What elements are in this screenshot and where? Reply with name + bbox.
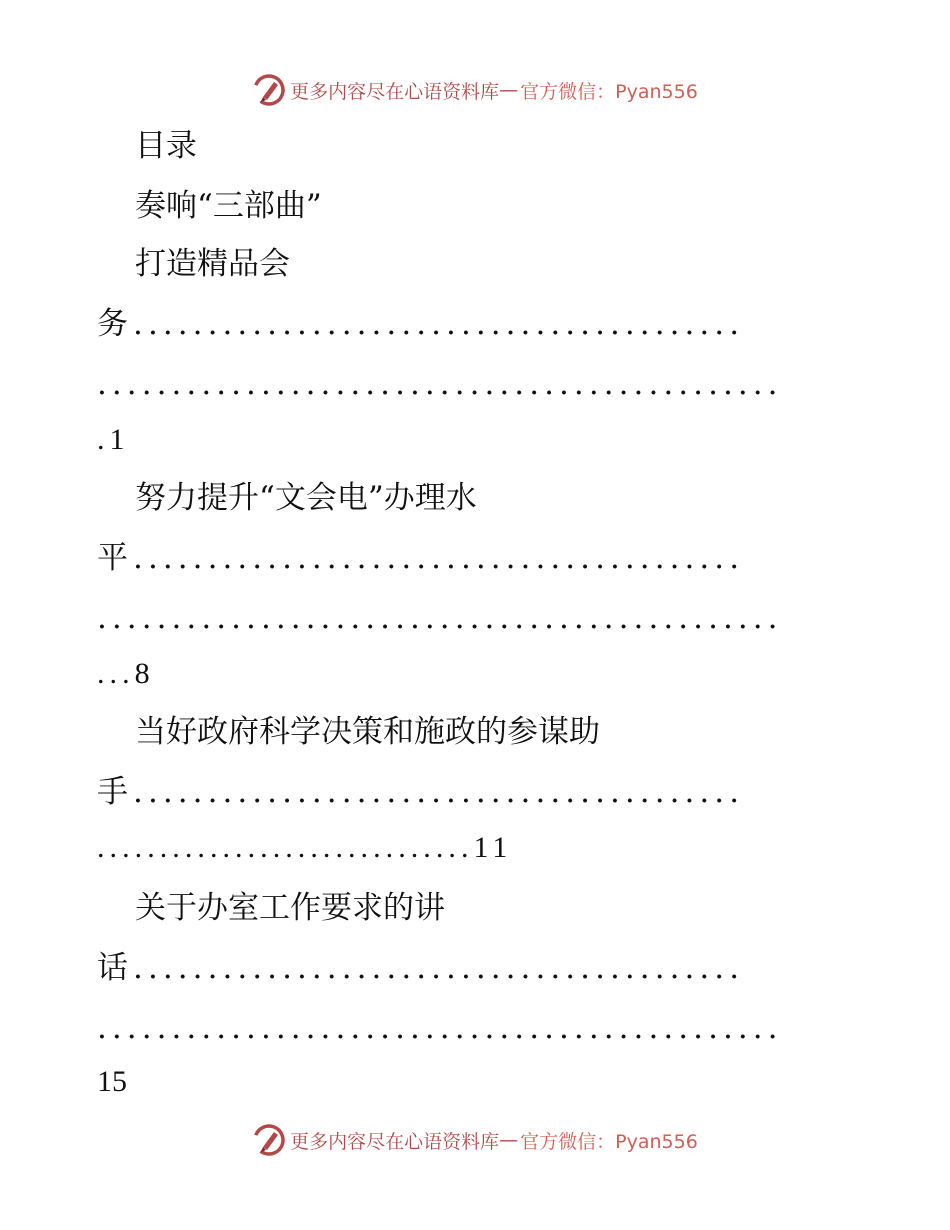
toc-entry-3-page: ..............................11 bbox=[97, 831, 513, 864]
brand-logo-icon bbox=[252, 1123, 286, 1157]
toc-title: 目录 bbox=[135, 128, 197, 164]
toc-entry-4-page: 15 bbox=[97, 1065, 127, 1098]
toc-entry-2-leader-cont: .............................................. bbox=[97, 600, 783, 636]
toc-entry-3-title: 当好政府科学决策和施政的参谋助 bbox=[135, 714, 600, 750]
toc-entry-2-leader: 平......................................... bbox=[97, 540, 745, 576]
toc-entry-3-leader: 手......................................... bbox=[97, 774, 745, 810]
brand-logo-icon bbox=[252, 73, 286, 107]
footer-watermark bbox=[0, 1122, 950, 1158]
watermark-separator: — bbox=[499, 1129, 519, 1151]
toc-entry-1-leader: 务......................................... bbox=[97, 306, 745, 342]
watermark-separator: — bbox=[499, 79, 519, 101]
watermark-brand: 更多内容尽在心语资料库 bbox=[290, 80, 500, 103]
watermark-wechat: 官方微信：Pyan556 bbox=[520, 1130, 698, 1153]
toc-entry-2-title: 努力提升“文会电”办理水 bbox=[135, 480, 477, 516]
watermark-wechat: 官方微信：Pyan556 bbox=[520, 80, 698, 103]
header-watermark bbox=[0, 72, 950, 108]
toc-entry-1-page: .1 bbox=[97, 423, 130, 456]
toc-entry-4-leader-cont: .............................................. bbox=[97, 1010, 783, 1046]
toc-entry-1-title: 打造精品会 bbox=[135, 246, 290, 282]
watermark-brand: 更多内容尽在心语资料库 bbox=[290, 1130, 500, 1153]
toc-entry-2-page: ...8 bbox=[97, 657, 155, 690]
toc-entry-4-title: 关于办室工作要求的讲 bbox=[135, 890, 445, 926]
toc-entry-1-leader-cont: .............................................. bbox=[97, 366, 783, 402]
toc-section-title: 奏响“三部曲” bbox=[135, 188, 322, 224]
toc-entry-4-leader: 话......................................... bbox=[97, 950, 745, 986]
